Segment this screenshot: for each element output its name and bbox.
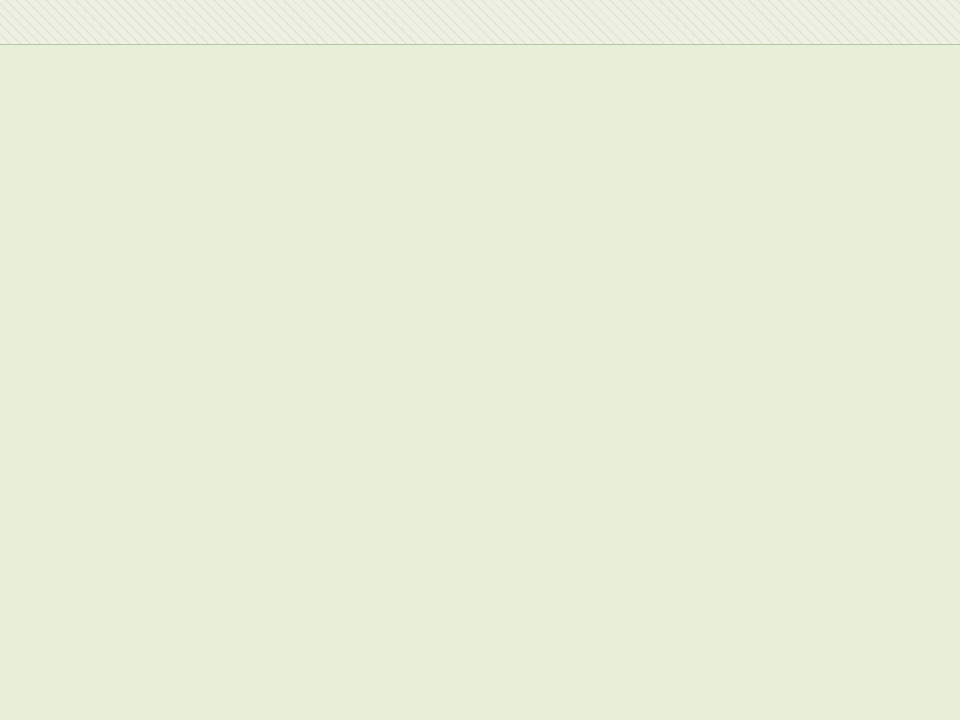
title-band xyxy=(0,0,960,44)
decorative-pattern xyxy=(0,0,960,44)
article-body xyxy=(14,59,944,92)
paragraph-spacer xyxy=(14,59,944,92)
content-panel xyxy=(0,44,960,720)
